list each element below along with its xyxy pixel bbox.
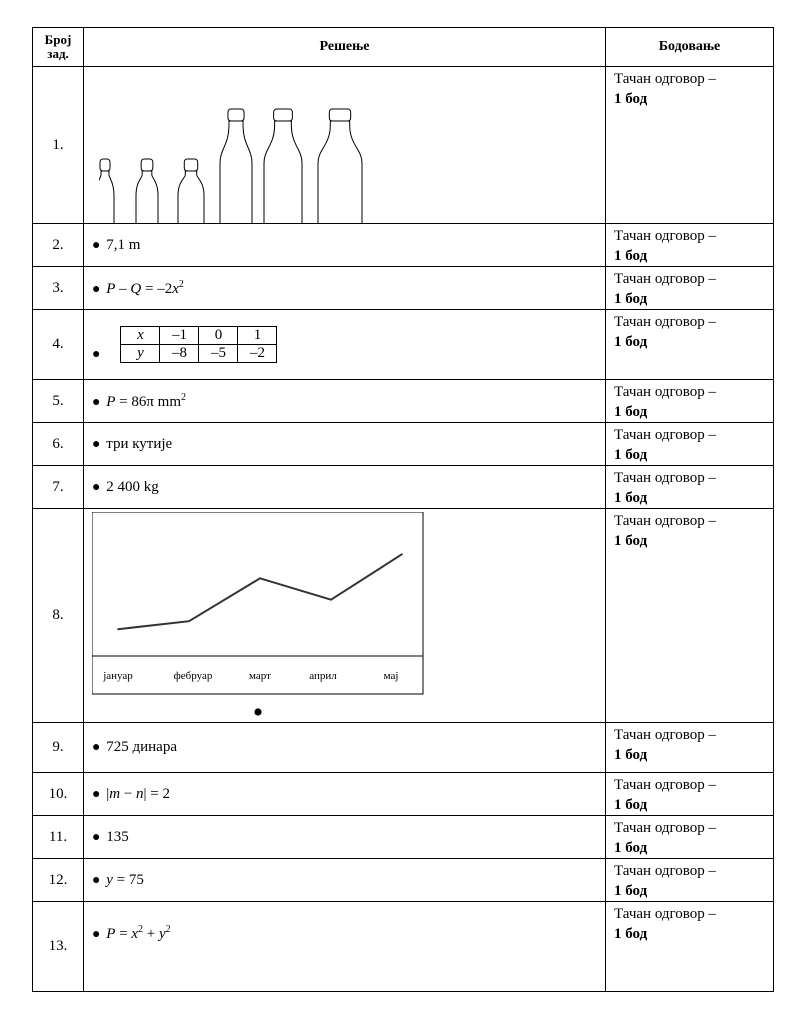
header-row [33, 28, 774, 67]
task-number: 7. [33, 466, 84, 509]
bullet-icon: ● [92, 237, 101, 253]
table-row [33, 902, 774, 992]
solution-cell [84, 902, 606, 992]
scoring-cell [606, 67, 774, 224]
scoring-text: Тачан одговор – [614, 777, 717, 793]
scoring-points: 1 бод [614, 747, 648, 763]
table-row [33, 816, 774, 859]
chart-point [330, 599, 332, 601]
xy-table [120, 326, 277, 363]
task-number: 2. [33, 224, 84, 267]
xy-label: y [121, 345, 160, 363]
scoring-cell [606, 723, 774, 773]
bottle-cap-icon [184, 159, 197, 171]
chart-point [188, 620, 190, 622]
bullet-icon: ● [92, 740, 101, 755]
bottle-icon [99, 171, 114, 224]
var-n: n [136, 785, 144, 802]
scoring-cell [606, 380, 774, 423]
bottle-icon [178, 171, 204, 224]
answer-text: 2 400 kg [106, 478, 159, 495]
table-row [33, 380, 774, 423]
scoring-text: Тачан одговор – [614, 863, 717, 879]
scoring-cell [606, 423, 774, 466]
table-row [33, 67, 774, 224]
chart-point [401, 553, 403, 555]
bullet-icon: ● [92, 479, 101, 495]
scoring-text: Тачан одговор – [614, 470, 717, 486]
exponent: 2 [181, 391, 187, 403]
scoring-text: Тачан одговор – [614, 427, 717, 443]
table-row [33, 310, 774, 380]
solution-cell [84, 423, 606, 466]
exponent: 2 [138, 924, 144, 935]
var-m: m [109, 785, 121, 802]
xy-label: x [121, 327, 160, 345]
scoring-text: Тачан одговор – [614, 228, 717, 244]
scoring-points: 1 бод [614, 91, 648, 107]
header-solution: Решење [84, 28, 606, 67]
xy-cell: –5 [199, 345, 238, 363]
exponent: 2 [178, 278, 184, 290]
scoring-points: 1 бод [614, 797, 648, 813]
table-row [33, 224, 774, 267]
scoring-text: Тачан одговор – [614, 906, 717, 922]
table-row [33, 423, 774, 466]
bottle-icon [136, 171, 158, 224]
scoring-text: Тачан одговор – [614, 71, 717, 87]
var-x: x [172, 280, 179, 297]
selected-bullet-icon [254, 708, 261, 715]
solution-cell [84, 310, 606, 380]
task-number: 10. [33, 773, 84, 816]
table-row [33, 723, 774, 773]
task-number: 11. [33, 816, 84, 859]
op-minus: − [120, 785, 137, 802]
op-plus: + [143, 926, 159, 942]
chart-x-tick-label: март [249, 670, 271, 682]
task-number: 12. [33, 859, 84, 902]
scoring-points: 1 бод [614, 926, 648, 942]
bullet-icon: ● [92, 872, 101, 888]
xy-cell: 0 [199, 327, 238, 345]
scoring-cell [606, 310, 774, 380]
var-p: P [106, 393, 116, 410]
var-q: Q [130, 280, 142, 297]
solution-cell [84, 380, 606, 423]
bottle-cap-icon [100, 159, 110, 171]
table-row [33, 466, 774, 509]
chart-frame [92, 512, 423, 694]
task-number: 6. [33, 423, 84, 466]
chart-point [117, 628, 119, 630]
scoring-points: 1 бод [614, 248, 648, 264]
scoring-cell [606, 773, 774, 816]
table-row [33, 509, 774, 723]
scoring-points: 1 бод [614, 840, 648, 856]
scoring-text: Тачан одговор – [614, 513, 717, 529]
scoring-cell [606, 224, 774, 267]
solution-cell [84, 466, 606, 509]
var-y: y [106, 871, 113, 888]
solution-cell [84, 723, 606, 773]
var-y: y [159, 926, 166, 942]
scoring-points: 1 бод [614, 490, 648, 506]
scoring-text: Тачан одговор – [614, 820, 717, 836]
solution-cell [84, 267, 606, 310]
scoring-points: 1 бод [614, 533, 648, 549]
bottle-cap-icon [141, 159, 153, 171]
xy-cell: –1 [160, 327, 199, 345]
answer-table [32, 27, 774, 992]
bullet-icon: ● [92, 927, 101, 942]
task-number: 5. [33, 380, 84, 423]
chart-series-line [118, 554, 402, 629]
scoring-points: 1 бод [614, 404, 648, 420]
chart-x-tick-label: мај [383, 670, 399, 682]
scoring-text: Тачан одговор – [614, 727, 717, 743]
solution-cell [84, 224, 606, 267]
scoring-cell [606, 902, 774, 992]
answer-text: 7,1 m [106, 236, 141, 253]
table-row [33, 859, 774, 902]
exponent: 2 [165, 924, 171, 935]
abs-open: | [106, 785, 110, 802]
answer-text: 135 [106, 828, 129, 845]
answer-text: 725 динара [106, 739, 177, 755]
xy-cell: 1 [238, 327, 277, 345]
line-chart [92, 512, 432, 722]
xy-cell: –2 [238, 345, 277, 363]
eq-part: = [115, 926, 132, 942]
header-number: Број зад. [33, 28, 84, 67]
scoring-points: 1 бод [614, 334, 648, 350]
solution-cell [84, 816, 606, 859]
scoring-cell [606, 267, 774, 310]
scoring-cell [606, 859, 774, 902]
bottle-icon [220, 121, 252, 224]
scoring-text: Тачан одговор – [614, 271, 717, 287]
header-scoring: Бодовање [606, 28, 774, 67]
bullet-icon: ● [92, 346, 101, 362]
scoring-points: 1 бод [614, 447, 648, 463]
scoring-text: Тачан одговор – [614, 314, 717, 330]
eq-part: = 75 [112, 871, 144, 888]
scoring-points: 1 бод [614, 291, 648, 307]
eq-part: = –2 [141, 280, 173, 297]
bullet-icon: ● [92, 436, 101, 452]
chart-x-tick-label: април [309, 670, 337, 682]
var-p: P [106, 280, 116, 297]
scoring-points: 1 бод [614, 883, 648, 899]
chart-x-tick-label: јануар [103, 670, 133, 682]
chart-point [259, 578, 261, 580]
chart-x-tick-label: фебруар [173, 670, 213, 682]
scoring-cell [606, 509, 774, 723]
task-number: 3. [33, 267, 84, 310]
bottle-icon [264, 121, 302, 224]
op-minus: – [115, 280, 131, 297]
var-x: x [131, 926, 139, 942]
task-number: 13. [33, 902, 84, 992]
bullet-icon: ● [92, 394, 101, 410]
solution-cell [84, 67, 606, 224]
answer-text: три кутије [106, 435, 173, 452]
table-row [33, 773, 774, 816]
bullet-icon: ● [92, 786, 101, 802]
bottle-cap-icon [329, 109, 350, 121]
table-row [33, 267, 774, 310]
task-number: 1. [33, 67, 84, 224]
scoring-cell [606, 816, 774, 859]
bottle-icon [318, 121, 362, 224]
task-number: 9. [33, 723, 84, 773]
eq-part: = 86π mm [115, 393, 182, 410]
bullet-icon: ● [92, 829, 101, 845]
solution-cell [84, 773, 606, 816]
eq-part: | = 2 [143, 785, 171, 802]
var-p: P [106, 926, 116, 942]
scoring-cell [606, 466, 774, 509]
xy-cell: –8 [160, 345, 199, 363]
scoring-text: Тачан одговор – [614, 384, 717, 400]
task-number: 8. [33, 509, 84, 723]
bottle-cap-icon [274, 109, 293, 121]
bottles-figure [99, 67, 389, 224]
solution-cell [84, 509, 606, 723]
bullet-icon: ● [92, 281, 101, 297]
bottle-cap-icon [228, 109, 244, 121]
task-number: 4. [33, 310, 84, 380]
solution-cell [84, 859, 606, 902]
